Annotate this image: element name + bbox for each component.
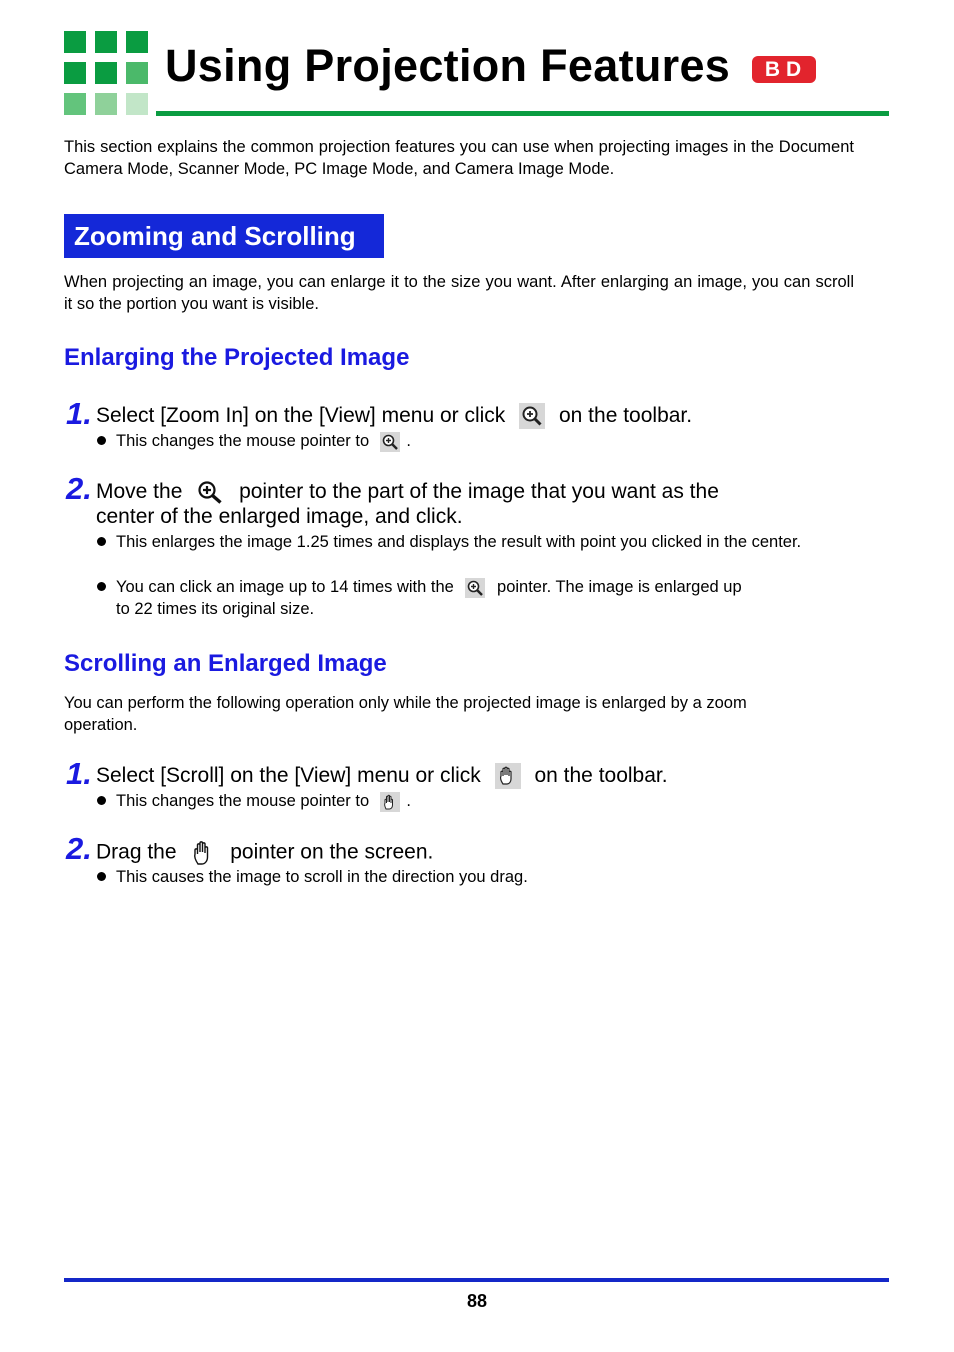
bullet-dot: [97, 582, 106, 591]
bd-badge: BD: [752, 56, 816, 83]
step-text: on the toolbar.: [534, 764, 668, 787]
scroll-heading: Scrolling an Enlarged Image: [64, 650, 387, 677]
step-number: 2.: [66, 471, 92, 506]
zoom-pointer-icon: [465, 578, 485, 598]
bullet-text: pointer. The image is enlarged up: [497, 578, 742, 596]
bullet-dot: [97, 436, 106, 445]
logo-square: [95, 93, 117, 115]
enlarge-step2-bullet1: This enlarges the image 1.25 times and displays the result with point you clicked in the center.: [116, 533, 802, 551]
section-heading: Zooming and Scrolling: [64, 214, 384, 258]
scroll-step2-text: [96, 839, 433, 867]
enlarge-heading: Enlarging the Projected Image: [64, 344, 410, 371]
logo-square: [126, 62, 148, 84]
intro-paragraph: This section explains the common projection features you can use when projecting images in the Document Camera Mode, Scanner Mode, PC Image Mode, and Camera Image Mode.: [64, 138, 854, 178]
hand-pointer-icon: [189, 839, 217, 867]
zoom-pointer-icon: [196, 479, 224, 505]
bullet-text: This changes the mouse pointer to: [116, 432, 370, 450]
bullet-dot: [97, 537, 106, 546]
logo-square: [126, 31, 148, 53]
scroll-step1-bullet: [116, 791, 411, 813]
step-text: Move the: [96, 480, 183, 503]
hand-icon: [495, 763, 521, 789]
scroll-intro: You can perform the following operation only while the projected image is enlarged by a zoom operation.: [64, 694, 747, 734]
step-text: on the toolbar.: [558, 404, 693, 427]
step-text: Select [Zoom In] on the [View] menu or click: [96, 404, 506, 427]
hand-pointer-icon: [380, 792, 400, 812]
scroll-step1-text: [96, 763, 668, 789]
page-number: 88: [466, 1291, 488, 1311]
footer-rule: [64, 1278, 889, 1282]
enlarge-step1-text: [96, 403, 692, 429]
section-description: When projecting an image, you can enlarge it to the size you want. After enlarging an image, you can scroll it so the portion you want is visible.: [64, 273, 854, 313]
logo-square: [126, 93, 148, 115]
bullet-text: .: [406, 792, 411, 810]
bullet-text: .: [406, 432, 411, 450]
logo-square: [64, 31, 86, 53]
bullet-dot: [97, 796, 106, 805]
bullet-dot: [97, 872, 106, 881]
step-number: 1.: [66, 756, 92, 791]
logo-square: [64, 62, 86, 84]
logo-square: [95, 31, 117, 53]
step-number: 1.: [66, 396, 92, 431]
scroll-step2-bullet: This causes the image to scroll in the direction you drag.: [116, 868, 528, 886]
step-text: Select [Scroll] on the [View] menu or click: [96, 764, 481, 787]
title-rule: [156, 111, 889, 116]
logo-square: [95, 62, 117, 84]
logo-square: [64, 93, 86, 115]
page-title: Using Projection Features: [165, 40, 731, 91]
enlarge-step2-bullet2: [116, 577, 742, 599]
enlarge-step2-bullet2-line2: to 22 times its original size.: [116, 600, 315, 618]
step-text: Drag the: [96, 840, 177, 864]
enlarge-step2-line2: center of the enlarged image, and click.: [96, 505, 463, 528]
step-text: pointer on the screen.: [230, 840, 434, 864]
bullet-text: You can click an image up to 14 times with the: [116, 578, 454, 596]
enlarge-step1-bullet: [116, 431, 411, 453]
step-number: 2.: [66, 831, 92, 866]
enlarge-step2-text: [96, 479, 719, 505]
zoom-pointer-icon: [380, 432, 400, 452]
bullet-text: This changes the mouse pointer to: [116, 792, 370, 810]
step-text: pointer to the part of the image that you want as the: [239, 480, 719, 503]
zoom-in-icon: [519, 403, 545, 429]
